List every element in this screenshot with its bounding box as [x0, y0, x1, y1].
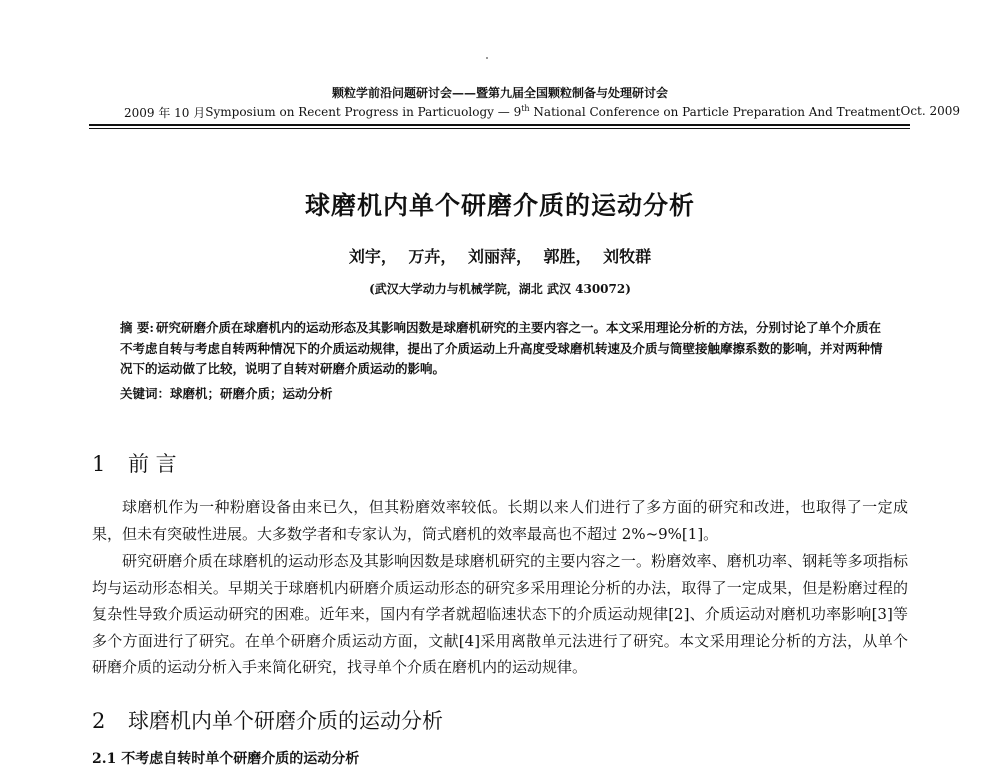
header-date-en: Oct. 2009 [900, 104, 961, 118]
header-conf-sup: th [521, 104, 530, 113]
running-header-meta [124, 104, 961, 121]
header-conference [205, 104, 900, 121]
section-heading-2 [92, 705, 443, 735]
header-conf-num: 9 [513, 105, 522, 119]
header-rule-thick [89, 124, 910, 126]
abstract-label: 摘 要: [120, 320, 154, 335]
header-date-cn: 2009 年 10 月 [124, 106, 206, 120]
section-heading-1 [92, 448, 177, 478]
body-paragraph [92, 494, 908, 547]
scan-speck [486, 57, 488, 59]
paper-authors: 刘宇， 万卉， 刘丽萍， 郭胜， 刘牧群 [348, 247, 652, 266]
header-conf-name: National Conference on Particle Preparation And Treatment [529, 105, 901, 119]
header-dash: — [497, 105, 510, 119]
keywords: 关键词：球磨机；研磨介质；运动分析 [120, 386, 333, 401]
paper-affiliation: (武汉大学动力与机械学院，湖北 武汉 430072) [369, 282, 631, 296]
subsection-heading: 2.1 不考虑自转时单个研磨介质的运动分析 [92, 751, 360, 767]
running-header-title: 颗粒学前沿问题研讨会——暨第九届全国颗粒制备与处理研讨会 [331, 86, 668, 100]
abstract [120, 318, 890, 380]
abstract-text: 研究研磨介质在球磨机内的运动形态及其影响因数是球磨机研究的主要内容之一。本文采用理论分析的方法，分别讨论了单个介质在不考虑自转与考虑自转两种情况下的介质运动规律，提出了介质运动上升高度受球磨机转速及介质与筒壁接触摩擦系数的影响，并对两种情况下的运动做了比较，说明了自转对研磨介质运动的影响。 [120, 320, 883, 376]
body-paragraph [92, 548, 908, 681]
paragraph-text: 研究研磨介质在球磨机的运动形态及其影响因数是球磨机研究的主要内容之一。粉磨效率、磨机功率、钢耗等多项指标均与运动形态相关。早期关于球磨机内研磨介质运动形态的研究多采用理论分析的办法，取得了一定成果，但是粉磨过程的复杂性导致介质运动研究的困难。近年来，国内有学者就超临速状态下的介质运动规律[2]、介质运动对磨机功率影响[3]等多个方面进行了研究。在单个研磨介质运动方面，文献[4]采用离散单元法进行了研究。本文采用理论分析的方法，从单个研磨介质的运动分析入手来简化研究，找寻单个介质在磨机内的运动规律。 [92, 552, 908, 676]
paragraph-text: 球磨机作为一种粉磨设备由来已久，但其粉磨效率较低。长期以来人们进行了多方面的研究和改进，也取得了一定成果，但未有突破性进展。大多数学者和专家认为，筒式磨机的效率最高也不超过 2%~9%[1]。 [92, 498, 908, 543]
section-number: 1 [92, 452, 106, 476]
section-title: 球磨机内单个研磨介质的运动分析 [128, 709, 443, 733]
header-symposium: Symposium on Recent Progress in Particuology [205, 105, 494, 119]
paper-title: 球磨机内单个研磨介质的运动分析 [304, 191, 695, 220]
header-rule-thin [89, 128, 910, 129]
section-title: 前 言 [128, 452, 177, 476]
section-number: 2 [92, 709, 106, 733]
